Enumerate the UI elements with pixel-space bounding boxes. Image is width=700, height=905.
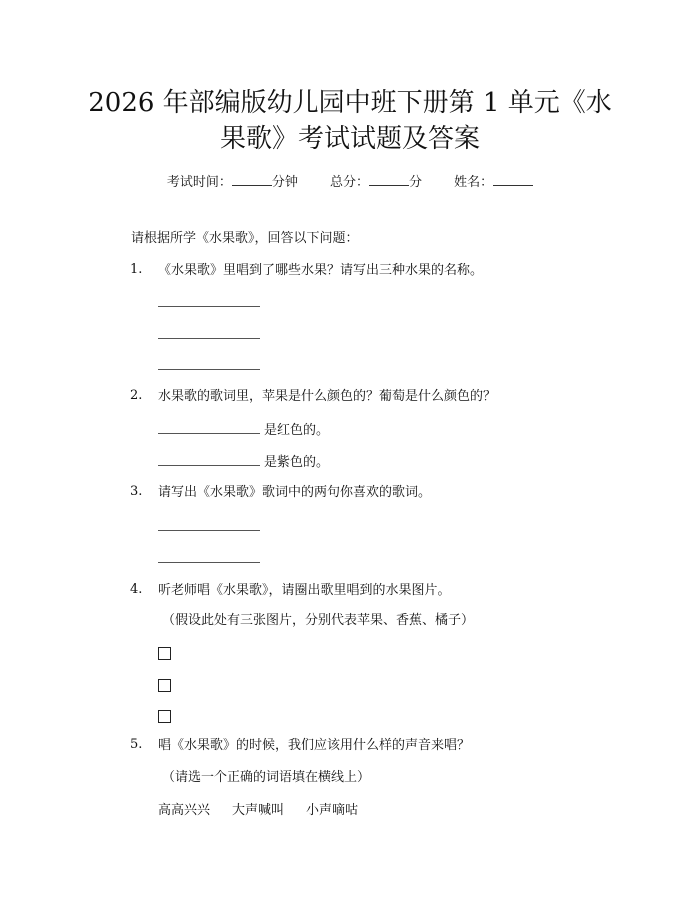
- question-4-number: 4.: [130, 582, 143, 597]
- time-unit: 分钟: [271, 175, 298, 190]
- option-whisper: 小声嘀咕: [306, 803, 359, 818]
- option-shout: 大声喊叫: [232, 803, 285, 818]
- option-happy: 高高兴兴: [158, 803, 211, 818]
- intro-text: 请根据所学《水果歌》，回答以下问题：: [131, 231, 359, 246]
- time-blank[interactable]: [232, 173, 272, 186]
- score-unit: 分: [409, 175, 423, 190]
- checkbox-icon[interactable]: [158, 679, 171, 692]
- question-4-note: （假设此处有三张图片，分别代表苹果、香蕉、橘子）: [162, 613, 475, 628]
- fill-row-grape: [158, 452, 329, 472]
- answer-line[interactable]: [158, 369, 260, 370]
- exam-meta: [0, 171, 700, 190]
- question-3-text: 请写出《水果歌》歌词中的两句你喜欢的歌词。: [158, 485, 432, 500]
- answer-line[interactable]: [158, 420, 260, 434]
- question-5-note: （请选一个正确的词语填在横线上）: [162, 770, 371, 785]
- page-title-line-2: 果歌》考试试题及答案: [219, 124, 480, 154]
- question-1-text: 《水果歌》里唱到了哪些水果？请写出三种水果的名称。: [158, 263, 484, 278]
- question-4-text: 听老师唱《水果歌》，请圈出歌里唱到的水果图片。: [158, 583, 451, 598]
- page-title-line-1: 2026 年部编版幼儿园中班下册第 1 单元《水: [88, 88, 612, 118]
- question-1-number: 1.: [130, 262, 143, 277]
- score-label: 总分：: [329, 175, 369, 190]
- name-group: [454, 175, 533, 190]
- answer-line[interactable]: [158, 306, 260, 307]
- question-2-number: 2.: [130, 388, 143, 403]
- question-5-text: 唱《水果歌》的时候，我们应该用什么样的声音来唱？: [158, 738, 471, 753]
- question-5-number: 5.: [130, 737, 143, 752]
- fill-suffix-red: 是红色的。: [264, 423, 330, 438]
- checkbox-icon[interactable]: [158, 710, 171, 723]
- name-label: 姓名：: [454, 175, 494, 190]
- fill-row-apple: [158, 420, 329, 440]
- answer-line[interactable]: [158, 562, 260, 563]
- answer-line[interactable]: [158, 530, 260, 531]
- question-3-number: 3.: [130, 484, 143, 499]
- question-2-text: 水果歌的歌词里，苹果是什么颜色的？葡萄是什么颜色的？: [158, 389, 497, 404]
- answer-line[interactable]: [158, 452, 260, 466]
- options-row: [158, 802, 380, 820]
- answer-line[interactable]: [158, 338, 260, 339]
- fill-suffix-purple: 是紫色的。: [264, 455, 330, 470]
- score-group: [330, 175, 426, 190]
- time-label: 考试时间：: [166, 175, 232, 190]
- name-blank[interactable]: [493, 173, 533, 186]
- score-blank[interactable]: [369, 173, 409, 186]
- time-group: [167, 175, 302, 190]
- checkbox-icon[interactable]: [158, 647, 171, 660]
